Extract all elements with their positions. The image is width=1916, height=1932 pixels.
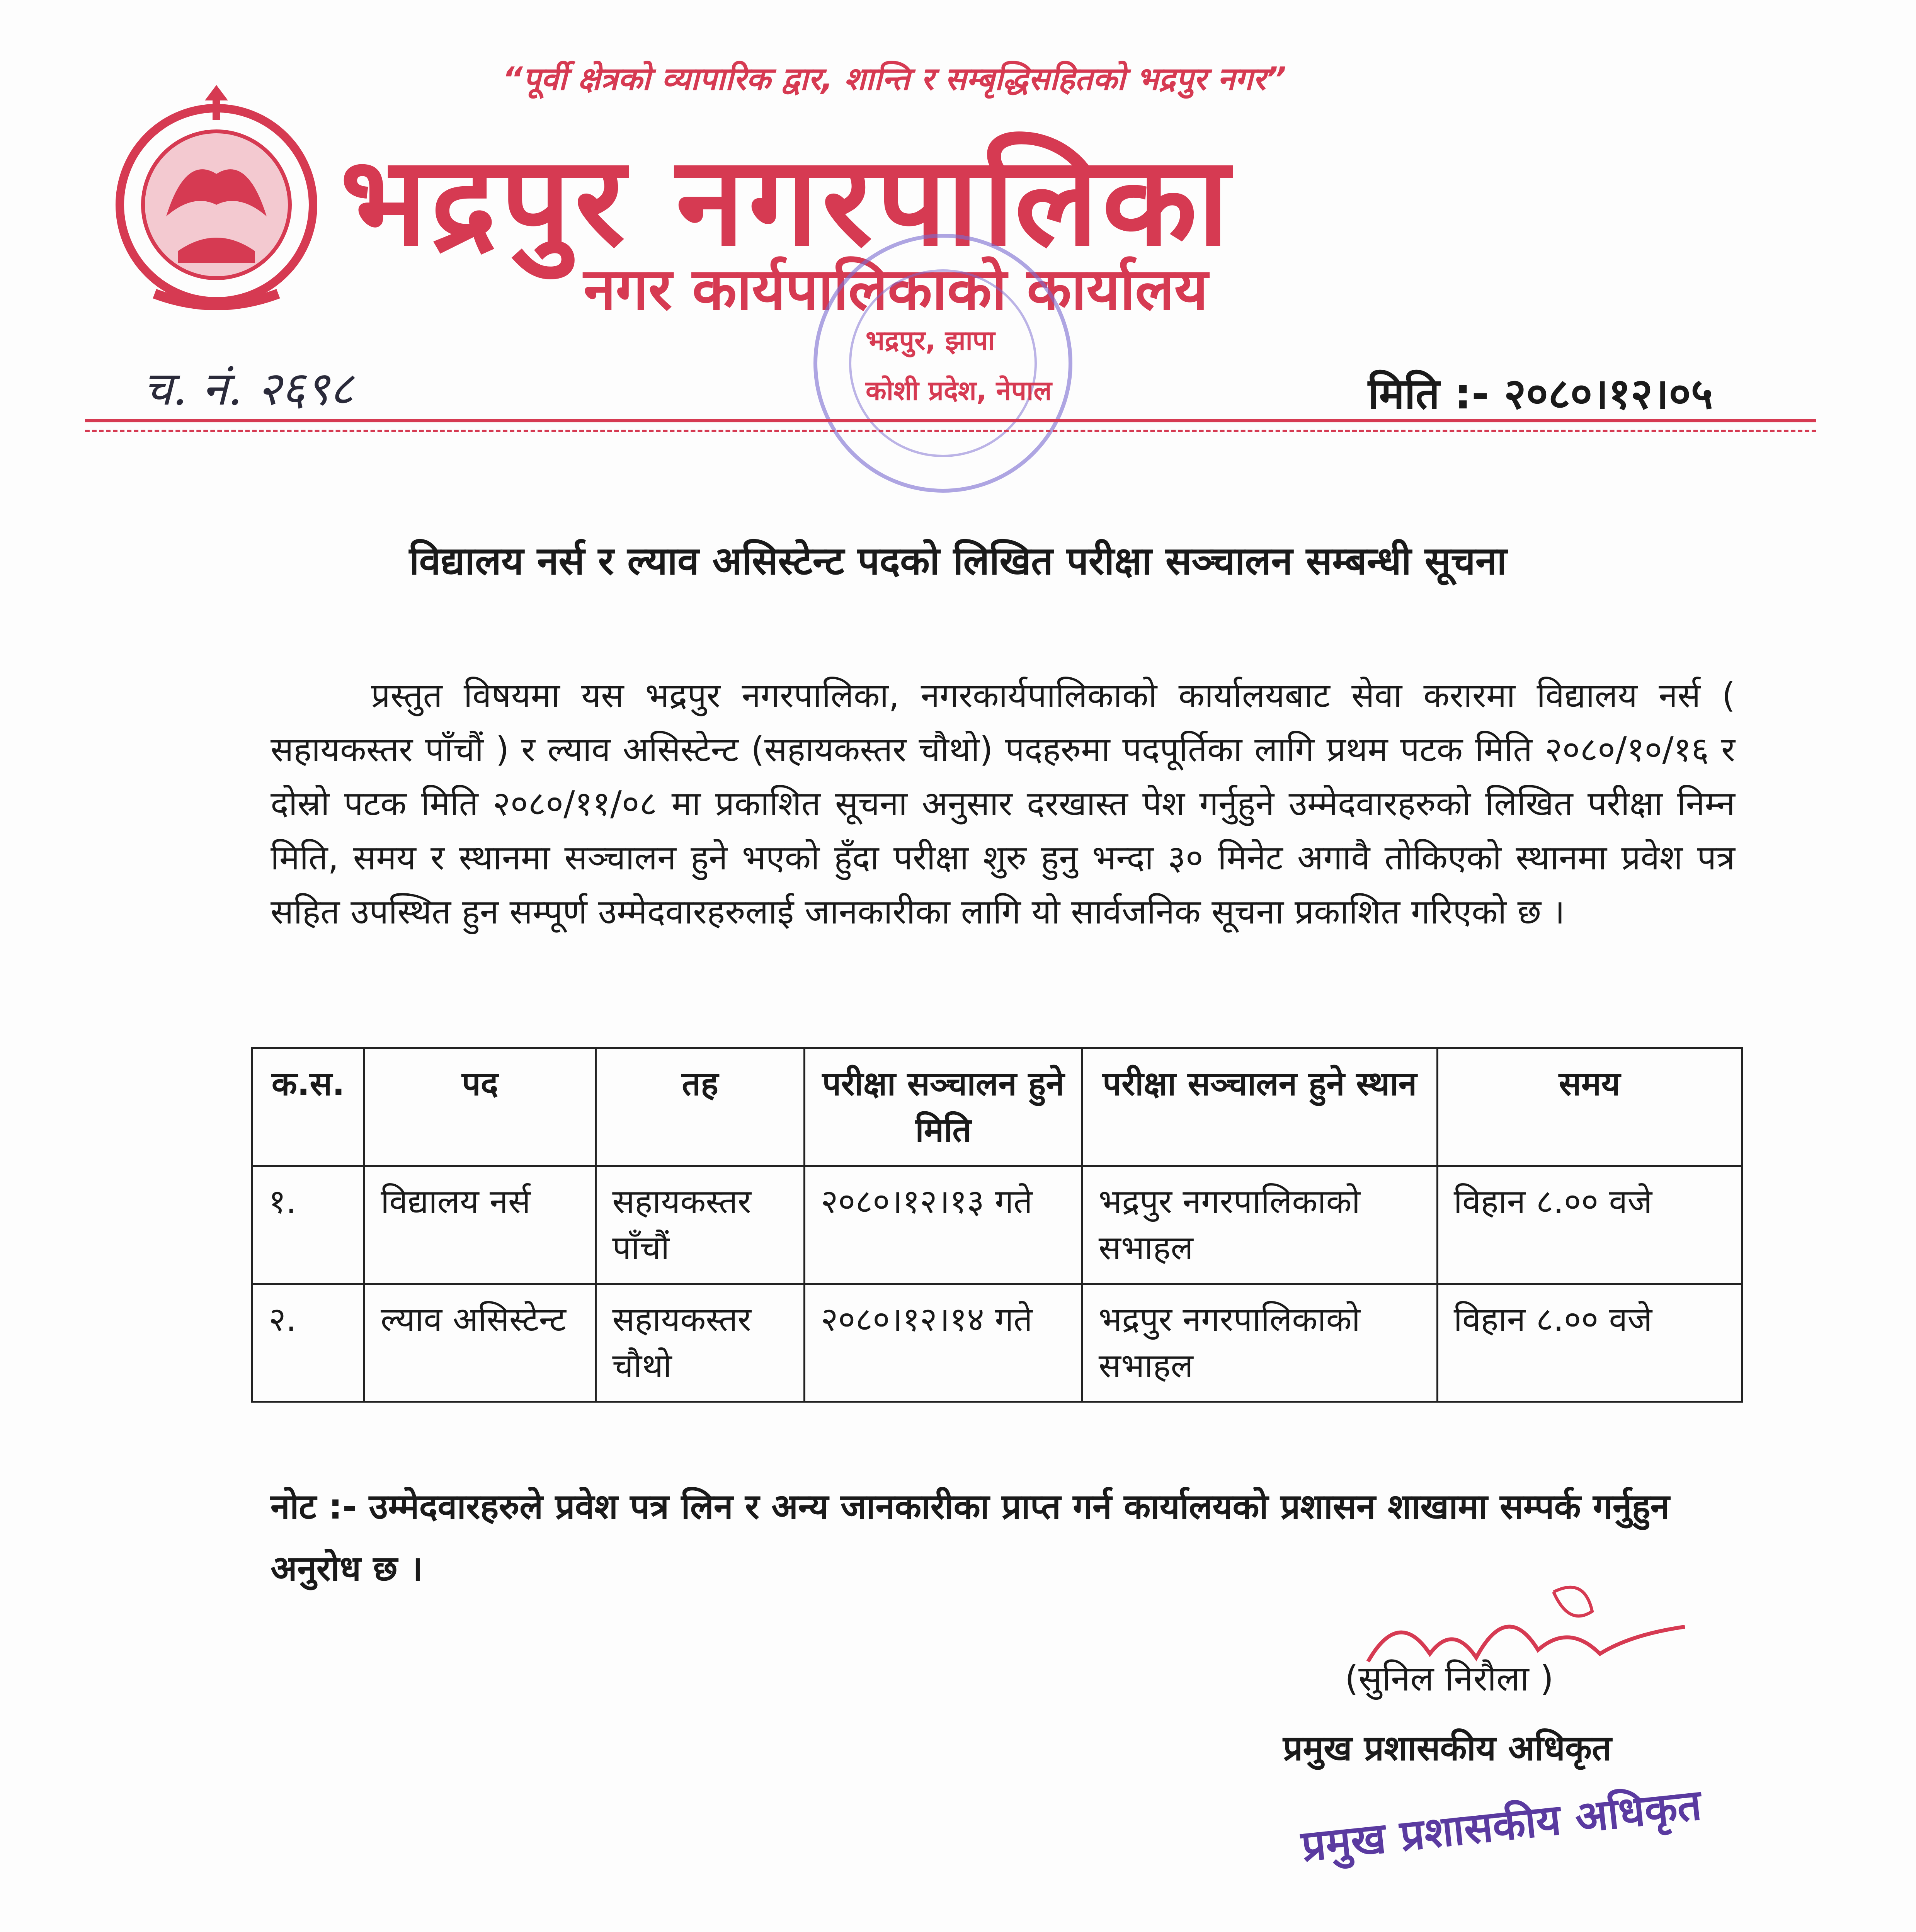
letterhead-divider <box>85 419 1816 422</box>
table-cell: ल्याव असिस्टेन्ट <box>364 1284 596 1402</box>
table-cell: १. <box>252 1166 364 1284</box>
signer-name: (सुनिल निरौला ) <box>1345 1658 1554 1699</box>
column-header: तह <box>596 1048 805 1166</box>
letterhead-tagline: “पूर्वी क्षेत्रको व्यापारिक द्वार, शान्ति र सम्बृद्धिसहितको भद्रपुर नगर” <box>502 61 1286 97</box>
letter-date: मिति :- २०८०।१२।०५ <box>1368 369 1713 418</box>
table-cell: २०८०।१२।१३ गते <box>804 1166 1082 1284</box>
table-cell: सहायकस्तर पाँचौं <box>596 1166 805 1284</box>
table-cell: २. <box>252 1284 364 1402</box>
column-header: पद <box>364 1048 596 1166</box>
office-subtitle: नगर कार्यपालिकाको कार्यालय <box>584 256 1208 323</box>
nepal-emblem-icon <box>108 77 325 317</box>
body-paragraph: प्रस्तुत विषयमा यस भद्रपुर नगरपालिका, नगरकार्यपालिकाको कार्यालयबाट सेवा करारमा विद्यालय नर्स ( सहायकस्तर पाँचौं ) र ल्याव असिस्टेन्ट (सहायकस्तर चौथो) पदहरुमा पदपूर्तिका लागि प्रथम पटक मिति २०८०/१०/१६ र दोस्रो पटक मिति २०८०/११/०८ मा प्रकाशित सूचना अनुसार दरखास्त पेश गर्नुहुने उम्मेदवारहरुको लिखित परीक्षा निम्न मिति, समय र स्थानमा सञ्चालन हुने भएको हुँदा परीक्षा शुरु हुनु भन्दा ३० मिनेट अगावै तोकिएको स्थानमा प्रवेश पत्र सहित उपस्थित हुन सम्पूर्ण उम्मेदवारहरुलाई जानकारीका लागि यो सार्वजनिक सूचना प्रकाशित गरिएको छ । <box>271 675 1735 932</box>
table-cell: भद्रपुर नगरपालिकाको सभाहल <box>1082 1166 1437 1284</box>
column-header: समय <box>1437 1048 1742 1166</box>
signer-title: प्रमुख प्रशासकीय अधिकृत <box>1283 1728 1612 1769</box>
reference-number: च. नं. २६९८ <box>143 362 354 416</box>
office-round-stamp-icon <box>804 224 1082 502</box>
table-row <box>252 1166 1742 1284</box>
table-cell: विद्यालय नर्स <box>364 1166 596 1284</box>
table-cell: भद्रपुर नगरपालिकाको सभाहल <box>1082 1284 1437 1402</box>
notice-title: विद्यालय नर्स र ल्याव असिस्टेन्ट पदको लिखित परीक्षा सञ्चालन सम्बन्धी सूचना <box>409 538 1507 583</box>
table-header-row <box>252 1048 1742 1166</box>
column-header: क.स. <box>252 1048 364 1166</box>
address-line-2: कोशी प्रदेश, नेपाल <box>866 375 1052 406</box>
letterhead-divider-dashed <box>85 430 1816 432</box>
municipality-title: भद्रपुर नगरपालिका <box>340 130 1233 274</box>
column-header: परीक्षा सञ्चालन हुने मिति <box>804 1048 1082 1166</box>
designation-stamp: प्रमुख प्रशासकीय अधिकृत <box>1299 1780 1704 1871</box>
table-cell: विहान ८.०० वजे <box>1437 1166 1742 1284</box>
table-cell: सहायकस्तर चौथो <box>596 1284 805 1402</box>
exam-schedule-table <box>251 1047 1743 1403</box>
table-cell: २०८०।१२।१४ गते <box>804 1284 1082 1402</box>
note-text: नोट :- उम्मेदवारहरुले प्रवेश पत्र लिन र अन्य जानकारीका प्राप्त गर्न कार्यालयको प्रशासन शाखामा सम्पर्क गर्नुहुन अनुरोध छ । <box>271 1486 1670 1589</box>
table-cell: विहान ८.०० वजे <box>1437 1284 1742 1402</box>
address-line-1: भद्रपुर, झापा <box>866 325 995 356</box>
table-row <box>252 1284 1742 1402</box>
column-header: परीक्षा सञ्चालन हुने स्थान <box>1082 1048 1437 1166</box>
